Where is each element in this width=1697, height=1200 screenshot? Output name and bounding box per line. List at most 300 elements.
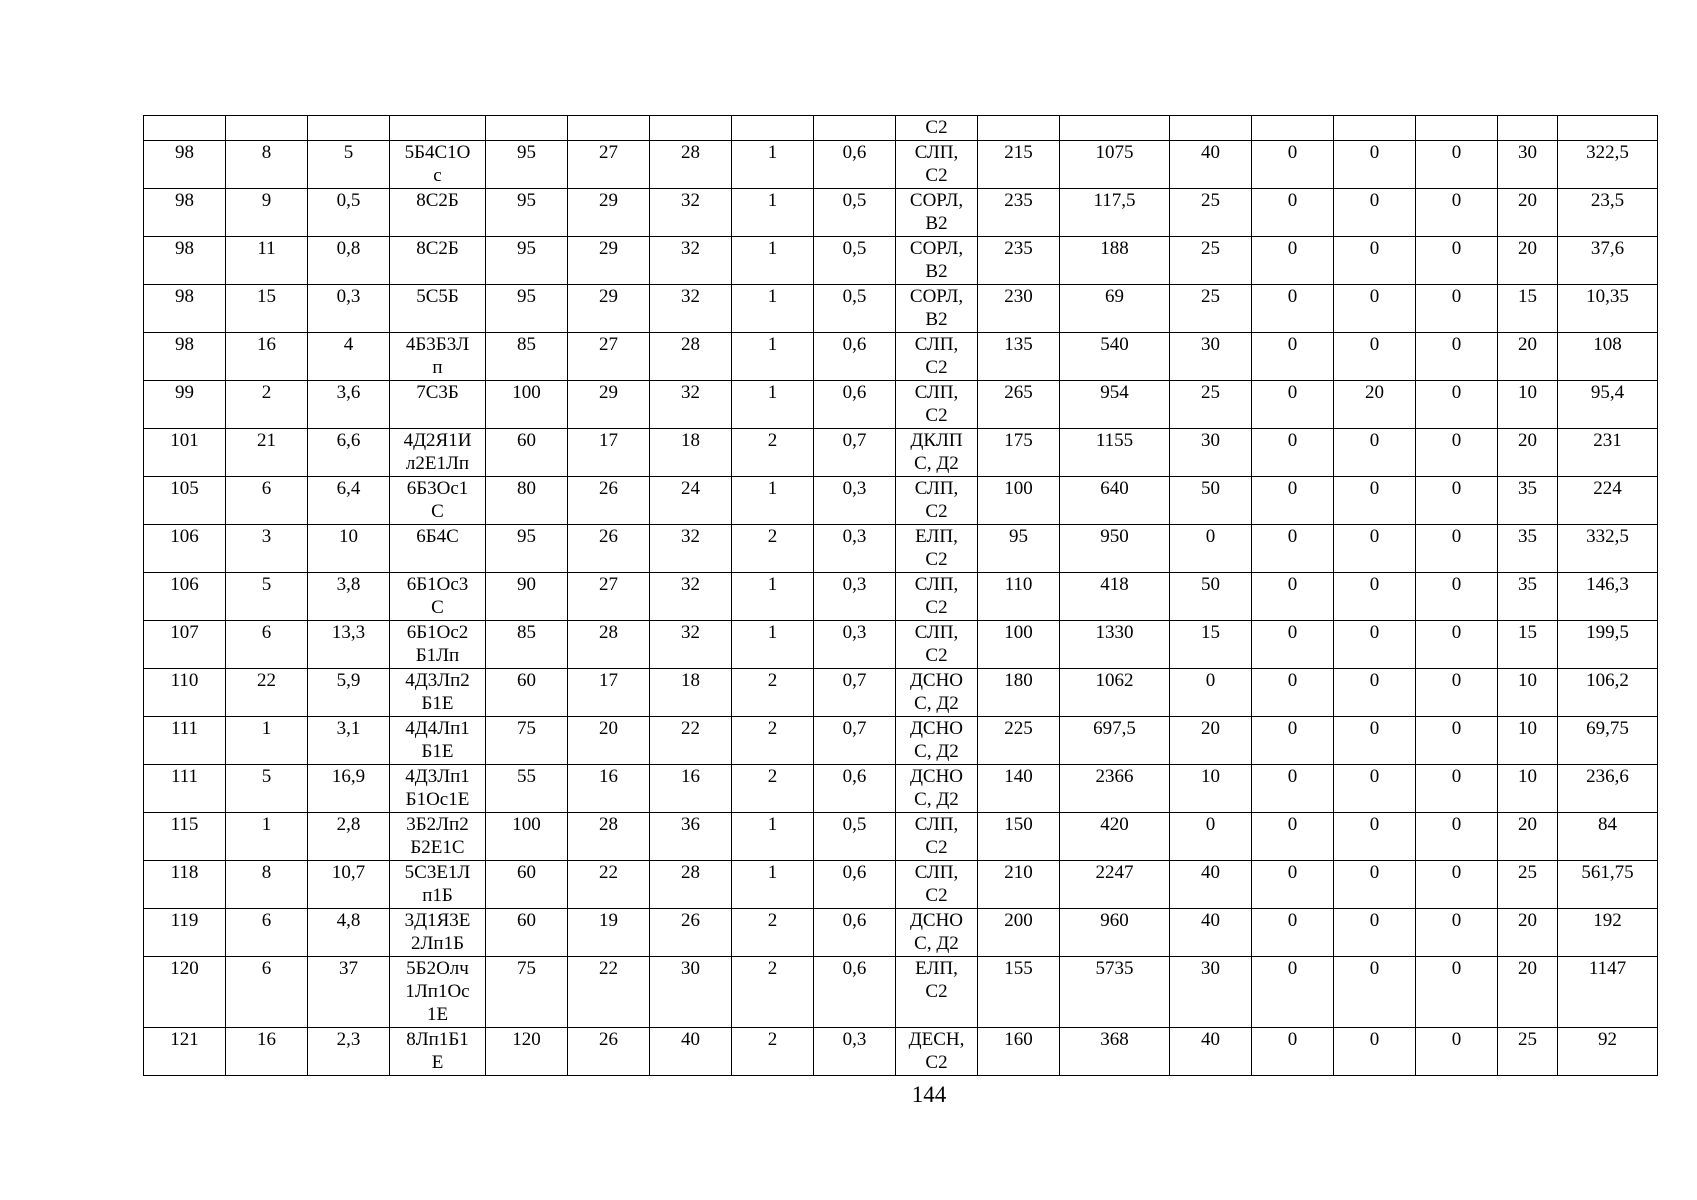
table-cell: 110 (144, 669, 226, 717)
table-cell: 192 (1558, 909, 1658, 957)
table-cell: 0,7 (814, 717, 896, 765)
table-cell: 640 (1060, 477, 1170, 525)
table-cell: 0 (1334, 525, 1416, 573)
table-cell: 20 (1170, 717, 1252, 765)
table-cell: 119 (144, 909, 226, 957)
table-cell: 230 (978, 285, 1060, 333)
table-cell: 10 (1170, 765, 1252, 813)
table-cell (732, 116, 814, 141)
table-cell: 110 (978, 573, 1060, 621)
table-cell: 1 (732, 477, 814, 525)
table-cell: 0 (1252, 1028, 1334, 1076)
table-cell: 10 (1498, 669, 1558, 717)
table-row (144, 717, 1658, 765)
table-cell: 4,8 (308, 909, 390, 957)
table-cell: 1 (732, 285, 814, 333)
table-cell: 92 (1558, 1028, 1658, 1076)
table-cell: 16 (568, 765, 650, 813)
table-cell: 0,7 (814, 429, 896, 477)
table-row (144, 189, 1658, 237)
table-cell: 10 (1498, 765, 1558, 813)
table-cell: 20 (1498, 189, 1558, 237)
table-cell: 0 (1252, 861, 1334, 909)
table-cell: 180 (978, 669, 1060, 717)
table-cell: 20 (1498, 813, 1558, 861)
table-cell: 231 (1558, 429, 1658, 477)
table-row (144, 525, 1658, 573)
table-cell: 22 (650, 717, 732, 765)
table-cell: 5 (226, 573, 308, 621)
table-cell: 10 (308, 525, 390, 573)
table-cell: 95 (978, 525, 1060, 573)
table-cell: ДКЛП С, Д2 (896, 429, 978, 477)
table-cell: 0 (1416, 621, 1498, 669)
table-cell: СЛП, С2 (896, 573, 978, 621)
table-cell: 265 (978, 381, 1060, 429)
table-row (144, 813, 1658, 861)
table-cell: 111 (144, 717, 226, 765)
table-row (144, 141, 1658, 189)
table-cell: 20 (1498, 957, 1558, 1028)
table-cell: 5 (308, 141, 390, 189)
table-cell: 60 (486, 861, 568, 909)
table-cell: 0,5 (814, 189, 896, 237)
table-cell: 84 (1558, 813, 1658, 861)
table-cell: 0,6 (814, 861, 896, 909)
table-cell: 19 (568, 909, 650, 957)
table-cell: 0,5 (814, 285, 896, 333)
table-cell: ДСНО С, Д2 (896, 717, 978, 765)
table-cell: 7С3Б (390, 381, 486, 429)
table-cell: 2 (732, 717, 814, 765)
table-cell: 0 (1334, 957, 1416, 1028)
table-cell: 0 (1334, 669, 1416, 717)
table-cell: 90 (486, 573, 568, 621)
table-cell: 20 (568, 717, 650, 765)
table-cell: СЛП, С2 (896, 861, 978, 909)
table-cell (308, 116, 390, 141)
table-cell: 22 (226, 669, 308, 717)
table-cell: 2,3 (308, 1028, 390, 1076)
table-cell: 106,2 (1558, 669, 1658, 717)
table-cell: 0,8 (308, 237, 390, 285)
table-row-continuation (144, 116, 1658, 141)
table-cell: ЕЛП, С2 (896, 525, 978, 573)
table-cell: 20 (1498, 237, 1558, 285)
data-table (143, 115, 1658, 1076)
table-cell: 0 (1252, 189, 1334, 237)
table-cell: 95 (486, 237, 568, 285)
table-cell: 25 (1170, 285, 1252, 333)
table-cell: 0 (1334, 189, 1416, 237)
table-cell: 215 (978, 141, 1060, 189)
table-cell: 146,3 (1558, 573, 1658, 621)
table-cell: 0 (1252, 237, 1334, 285)
table-cell: 50 (1170, 573, 1252, 621)
table-cell: 140 (978, 765, 1060, 813)
table-cell: 15 (1170, 621, 1252, 669)
table-cell: 32 (650, 621, 732, 669)
table-cell: 0,6 (814, 333, 896, 381)
table-cell: 107 (144, 621, 226, 669)
table-cell: 3Д1Я3Е 2Лп1Б (390, 909, 486, 957)
table-cell: 0 (1252, 573, 1334, 621)
table-row (144, 477, 1658, 525)
table-cell: 4 (308, 333, 390, 381)
table-cell: 5735 (1060, 957, 1170, 1028)
table-cell: СЛП, С2 (896, 333, 978, 381)
table-cell: 0 (1416, 909, 1498, 957)
table-cell: СЛП, С2 (896, 813, 978, 861)
table-cell: 25 (1498, 1028, 1558, 1076)
table-cell: 2366 (1060, 765, 1170, 813)
table-cell: 8 (226, 861, 308, 909)
table-cell: СОРЛ, В2 (896, 189, 978, 237)
table-cell: 0 (1334, 285, 1416, 333)
table-cell: 188 (1060, 237, 1170, 285)
table-cell: 0 (1334, 429, 1416, 477)
table-cell: 13,3 (308, 621, 390, 669)
table-cell (1060, 116, 1170, 141)
table-cell: 32 (650, 381, 732, 429)
table-cell: 28 (568, 621, 650, 669)
table-cell: 37,6 (1558, 237, 1658, 285)
table-cell: 26 (568, 525, 650, 573)
table-cell: 322,5 (1558, 141, 1658, 189)
table-cell: 0 (1334, 621, 1416, 669)
table-cell: 0 (1252, 477, 1334, 525)
table-cell: 32 (650, 237, 732, 285)
table-cell: 2 (732, 429, 814, 477)
table-cell (568, 116, 650, 141)
table-row (144, 765, 1658, 813)
table-cell: 21 (226, 429, 308, 477)
table-cell: 95,4 (1558, 381, 1658, 429)
table-cell: 3Б2Лп2 Б2Е1С (390, 813, 486, 861)
table-cell: 30 (1170, 957, 1252, 1028)
table-cell: 210 (978, 861, 1060, 909)
table-cell: 28 (650, 141, 732, 189)
table-cell (650, 116, 732, 141)
table-cell: ДЕСН, С2 (896, 1028, 978, 1076)
table-cell (1558, 116, 1658, 141)
table-cell: 0 (1252, 621, 1334, 669)
table-row (144, 381, 1658, 429)
table-cell: 15 (226, 285, 308, 333)
table-cell: 155 (978, 957, 1060, 1028)
table-cell: 0,6 (814, 765, 896, 813)
table-cell: 0 (1416, 285, 1498, 333)
table-cell: СЛП, С2 (896, 621, 978, 669)
table-cell: 30 (1170, 429, 1252, 477)
table-cell: 4Д2Я1И л2Е1Лп (390, 429, 486, 477)
table-cell: 0,6 (814, 909, 896, 957)
table-row (144, 957, 1658, 1028)
table-cell: 0 (1252, 429, 1334, 477)
table-cell: 35 (1498, 573, 1558, 621)
table-cell: 0 (1416, 1028, 1498, 1076)
table-cell: 2 (732, 909, 814, 957)
table-cell: 0 (1416, 477, 1498, 525)
table-cell (144, 116, 226, 141)
table-cell: 16 (650, 765, 732, 813)
table-cell: 20 (1498, 909, 1558, 957)
table-cell: 5Б4С1О с (390, 141, 486, 189)
table-cell: 0,5 (308, 189, 390, 237)
table-cell: 368 (1060, 1028, 1170, 1076)
table-cell: 150 (978, 813, 1060, 861)
table-cell: 199,5 (1558, 621, 1658, 669)
table-cell: 235 (978, 237, 1060, 285)
table-cell: 0 (1252, 285, 1334, 333)
table-cell: 0 (1334, 477, 1416, 525)
table-cell: 106 (144, 573, 226, 621)
table-cell: 32 (650, 285, 732, 333)
table-cell: 0,5 (814, 237, 896, 285)
table-cell: 60 (486, 669, 568, 717)
table-cell: 20 (1498, 333, 1558, 381)
table-row (144, 429, 1658, 477)
table-cell: 120 (486, 1028, 568, 1076)
table-cell: 0 (1252, 381, 1334, 429)
table-cell: 23,5 (1558, 189, 1658, 237)
table-cell: 0 (1416, 525, 1498, 573)
table-cell: 20 (1498, 429, 1558, 477)
table-cell: 95 (486, 141, 568, 189)
table-cell: 0 (1416, 765, 1498, 813)
table-cell: 2 (732, 765, 814, 813)
table-cell: 17 (568, 429, 650, 477)
table-cell: 0 (1416, 573, 1498, 621)
table-cell: 6Б1Ос2 Б1Лп (390, 621, 486, 669)
table-cell: 106 (144, 525, 226, 573)
table-cell: ДСНО С, Д2 (896, 909, 978, 957)
table-cell: 26 (568, 477, 650, 525)
table-cell: 0 (1252, 669, 1334, 717)
table-cell (1252, 116, 1334, 141)
table-cell: ЕЛП, С2 (896, 957, 978, 1028)
table-cell: 16 (226, 1028, 308, 1076)
table-cell: 1075 (1060, 141, 1170, 189)
table-cell: 950 (1060, 525, 1170, 573)
table-cell: 32 (650, 525, 732, 573)
table-cell: 954 (1060, 381, 1170, 429)
table-cell: 16 (226, 333, 308, 381)
table-cell: 2 (226, 381, 308, 429)
table-cell: 0 (1252, 765, 1334, 813)
table-cell: 960 (1060, 909, 1170, 957)
table-cell: 2 (732, 525, 814, 573)
table-cell: 6Б4С (390, 525, 486, 573)
table-cell: 0 (1252, 813, 1334, 861)
table-cell: 10,35 (1558, 285, 1658, 333)
table-row (144, 237, 1658, 285)
table-cell: 1 (732, 621, 814, 669)
table-cell: 26 (650, 909, 732, 957)
table-cell: 0 (1334, 717, 1416, 765)
table-cell: ДСНО С, Д2 (896, 669, 978, 717)
table-cell: 0,3 (814, 573, 896, 621)
table-cell: СОРЛ, В2 (896, 285, 978, 333)
table-cell: С2 (896, 116, 978, 141)
table-cell: 0 (1334, 909, 1416, 957)
table-cell: 16,9 (308, 765, 390, 813)
table-cell: 50 (1170, 477, 1252, 525)
table-cell: 24 (650, 477, 732, 525)
table-cell: 10 (1498, 381, 1558, 429)
table-cell: 6Б3Ос1 С (390, 477, 486, 525)
table-cell: 3 (226, 525, 308, 573)
table-cell: 85 (486, 621, 568, 669)
table-cell (1498, 116, 1558, 141)
table-cell: 225 (978, 717, 1060, 765)
table-cell: 22 (568, 861, 650, 909)
table-cell: 236,6 (1558, 765, 1658, 813)
table-cell: 0 (1416, 429, 1498, 477)
table-cell: 75 (486, 957, 568, 1028)
table-cell: 561,75 (1558, 861, 1658, 909)
table-cell: 1 (732, 813, 814, 861)
table-cell: 100 (486, 381, 568, 429)
table-cell: 0 (1416, 717, 1498, 765)
table-cell: 15 (1498, 621, 1558, 669)
table-cell: 98 (144, 141, 226, 189)
table-cell: 32 (650, 189, 732, 237)
table-cell: 40 (1170, 1028, 1252, 1076)
table-row (144, 861, 1658, 909)
table-cell: 115 (144, 813, 226, 861)
table-cell (1416, 116, 1498, 141)
table-cell: 37 (308, 957, 390, 1028)
table-cell: 0 (1252, 957, 1334, 1028)
table-cell: 0,6 (814, 381, 896, 429)
table-cell: 1 (732, 861, 814, 909)
table-cell: 0 (1416, 189, 1498, 237)
table-row (144, 1028, 1658, 1076)
table-cell: 6 (226, 477, 308, 525)
table-cell: 29 (568, 285, 650, 333)
table-row (144, 333, 1658, 381)
table-cell: 6,6 (308, 429, 390, 477)
table-cell: 75 (486, 717, 568, 765)
table-cell: 3,8 (308, 573, 390, 621)
table-cell: 30 (1498, 141, 1558, 189)
table-cell: 3,1 (308, 717, 390, 765)
table-cell: 80 (486, 477, 568, 525)
table-cell: 35 (1498, 477, 1558, 525)
table-cell: 1062 (1060, 669, 1170, 717)
table-cell: 235 (978, 189, 1060, 237)
table-cell: 60 (486, 429, 568, 477)
table-cell: 40 (650, 1028, 732, 1076)
table-cell: 69,75 (1558, 717, 1658, 765)
table-cell: 22 (568, 957, 650, 1028)
table-cell: 111 (144, 765, 226, 813)
table-cell: 0 (1416, 237, 1498, 285)
table-cell: 29 (568, 381, 650, 429)
table-cell: 0 (1170, 813, 1252, 861)
table-cell: 98 (144, 237, 226, 285)
table-cell: 0 (1416, 813, 1498, 861)
table-cell: 1155 (1060, 429, 1170, 477)
table-cell: 100 (978, 621, 1060, 669)
table-cell: 0,3 (814, 621, 896, 669)
table-cell: 1 (732, 381, 814, 429)
table-cell: 0 (1416, 861, 1498, 909)
table-cell: 36 (650, 813, 732, 861)
table-cell: 29 (568, 189, 650, 237)
table-cell: 27 (568, 573, 650, 621)
table-cell: 25 (1170, 237, 1252, 285)
table-cell: 0,5 (814, 813, 896, 861)
table-cell: 0,3 (308, 285, 390, 333)
table-cell: 5С5Б (390, 285, 486, 333)
table-cell: 10 (1498, 717, 1558, 765)
table-cell: 2247 (1060, 861, 1170, 909)
table-cell: 30 (650, 957, 732, 1028)
table-cell: 95 (486, 525, 568, 573)
table-cell: 3,6 (308, 381, 390, 429)
table-cell: 135 (978, 333, 1060, 381)
table-cell: 0 (1170, 669, 1252, 717)
table-cell: 1 (226, 813, 308, 861)
table-cell: 55 (486, 765, 568, 813)
table-cell: 2 (732, 669, 814, 717)
table-cell: 27 (568, 333, 650, 381)
table-cell: 8С2Б (390, 189, 486, 237)
table-cell: 95 (486, 285, 568, 333)
table-cell: 1 (732, 189, 814, 237)
table-cell: 1 (732, 333, 814, 381)
table-cell: 6 (226, 957, 308, 1028)
table-cell: 25 (1498, 861, 1558, 909)
table-cell: 40 (1170, 909, 1252, 957)
table-cell: 0 (1334, 813, 1416, 861)
table-cell: 6 (226, 621, 308, 669)
table-cell: 0 (1252, 717, 1334, 765)
table-cell: 8 (226, 141, 308, 189)
table-cell: 160 (978, 1028, 1060, 1076)
table-cell: 32 (650, 573, 732, 621)
table-cell: 332,5 (1558, 525, 1658, 573)
table-cell: 25 (1170, 381, 1252, 429)
table-cell: 9 (226, 189, 308, 237)
table-cell: 0 (1334, 333, 1416, 381)
table-cell: 697,5 (1060, 717, 1170, 765)
table-cell: 0 (1252, 909, 1334, 957)
table-cell: 0 (1416, 957, 1498, 1028)
table-cell: 11 (226, 237, 308, 285)
table-cell: 101 (144, 429, 226, 477)
table-cell: 0,7 (814, 669, 896, 717)
table-cell: 540 (1060, 333, 1170, 381)
table-cell: СОРЛ, В2 (896, 237, 978, 285)
table-cell: 0 (1252, 333, 1334, 381)
table-cell: 1 (732, 141, 814, 189)
table-cell: 108 (1558, 333, 1658, 381)
table-cell: 4Д3Лп1 Б1Ос1Е (390, 765, 486, 813)
table-cell: 17 (568, 669, 650, 717)
table-cell: 27 (568, 141, 650, 189)
table-cell: СЛП, С2 (896, 141, 978, 189)
table-row (144, 909, 1658, 957)
table-cell: 10,7 (308, 861, 390, 909)
table-cell: 5С3Е1Л п1Б (390, 861, 486, 909)
table-cell: 35 (1498, 525, 1558, 573)
table-cell (978, 116, 1060, 141)
table-cell: 20 (1334, 381, 1416, 429)
table-cell: 8Лп1Б1 Е (390, 1028, 486, 1076)
